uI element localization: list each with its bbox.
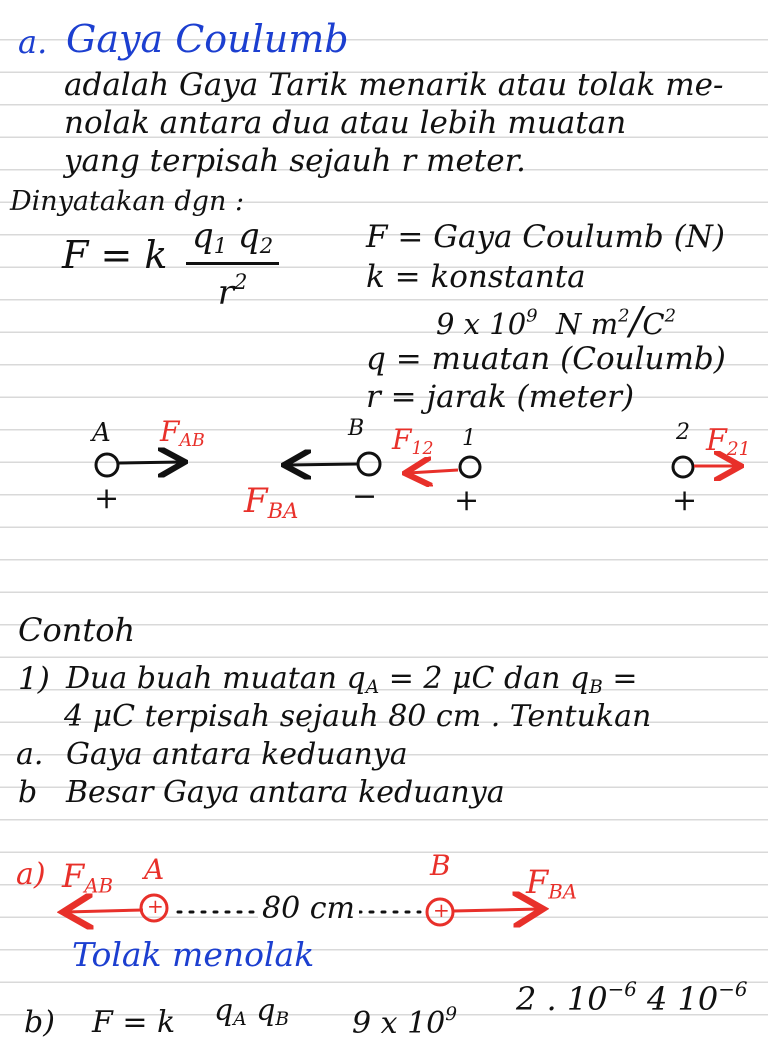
sign-B: − xyxy=(352,479,378,514)
sign-1: + xyxy=(454,483,480,518)
answer-result: Tolak menolak xyxy=(72,935,315,974)
section-title: Gaya Coulumb xyxy=(66,17,349,61)
definition-line-2: nolak antara dua atau lebih muatan xyxy=(64,105,627,141)
answer-b-lhs: F = k xyxy=(92,1005,176,1040)
legend-q: q = muatan (Coulumb) xyxy=(366,341,726,377)
example-heading: Contoh xyxy=(18,611,136,649)
answer-b-k: 9 x $10^9$ xyxy=(352,1004,458,1041)
label-1: 1 xyxy=(462,426,476,451)
answer-b-fraction-num: $q_A$ $q_B$ xyxy=(214,993,290,1031)
legend-F: F = Gaya Coulumb (N) xyxy=(366,219,725,255)
answer-label-F-AB: $F_{AB}$ xyxy=(62,857,114,898)
answer-arrow-F-AB xyxy=(66,910,143,912)
problem-number: 1) xyxy=(18,661,50,697)
formula-denominator: $r^2$ xyxy=(217,268,248,313)
question-b-marker: b xyxy=(18,775,38,810)
sign-A: + xyxy=(94,481,120,516)
label-A: A xyxy=(92,418,111,448)
label-F-21: $F_{21}$ xyxy=(706,423,751,461)
label-F-AB: $F_{AB}$ xyxy=(160,415,205,451)
question-a-marker: a. xyxy=(16,737,44,772)
legend-k: k = konstanta xyxy=(366,259,586,295)
formula-numerator: $q_1$ $q_2$ xyxy=(186,216,279,265)
formula-lhs: F = k xyxy=(62,233,168,277)
distance-label: 80 cm xyxy=(258,894,359,924)
answer-label-F-BA: $F_{BA}$ xyxy=(526,863,578,904)
label-B: B xyxy=(348,416,365,441)
legend-k-value: 9 x $10^9$ N $m^2/C^2$ xyxy=(436,299,677,343)
legend-r: r = jarak (meter) xyxy=(366,379,635,415)
answer-b-values: 2 . $10^{-6}$ 4 $10^{-6}$ xyxy=(516,978,748,1018)
definition-line-3: yang terpisah sejauh r meter. xyxy=(64,143,526,179)
answer-arrow-F-BA xyxy=(453,909,540,911)
formula-intro: Dinyatakan dgn : xyxy=(10,186,245,217)
answer-marker: a) xyxy=(16,857,46,892)
section-marker: a. xyxy=(18,23,48,61)
answer-plus-A: + xyxy=(147,894,164,918)
problem-line-1: Dua buah muatan $q_A = 2$ μC dan $q_B$ = xyxy=(66,661,638,699)
problem-line-2: 4 μC terpisah sejauh 80 cm . Tentukan xyxy=(64,699,652,734)
question-a: Gaya antara keduanya xyxy=(66,737,408,772)
definition-line-1: adalah Gaya Tarik menarik atau tolak me- xyxy=(64,67,724,103)
answer-label-A: A xyxy=(144,853,165,886)
answer-label-B: B xyxy=(430,849,451,882)
question-b: Besar Gaya antara keduanya xyxy=(66,775,505,810)
label-F-BA: $F_{BA}$ xyxy=(244,481,299,523)
answer-plus-B: + xyxy=(433,898,450,922)
answer-b-marker: b) xyxy=(24,1005,55,1040)
label-2: 2 xyxy=(676,420,690,445)
label-F-12: $F_{12}$ xyxy=(392,423,434,459)
sign-2: + xyxy=(672,483,698,518)
